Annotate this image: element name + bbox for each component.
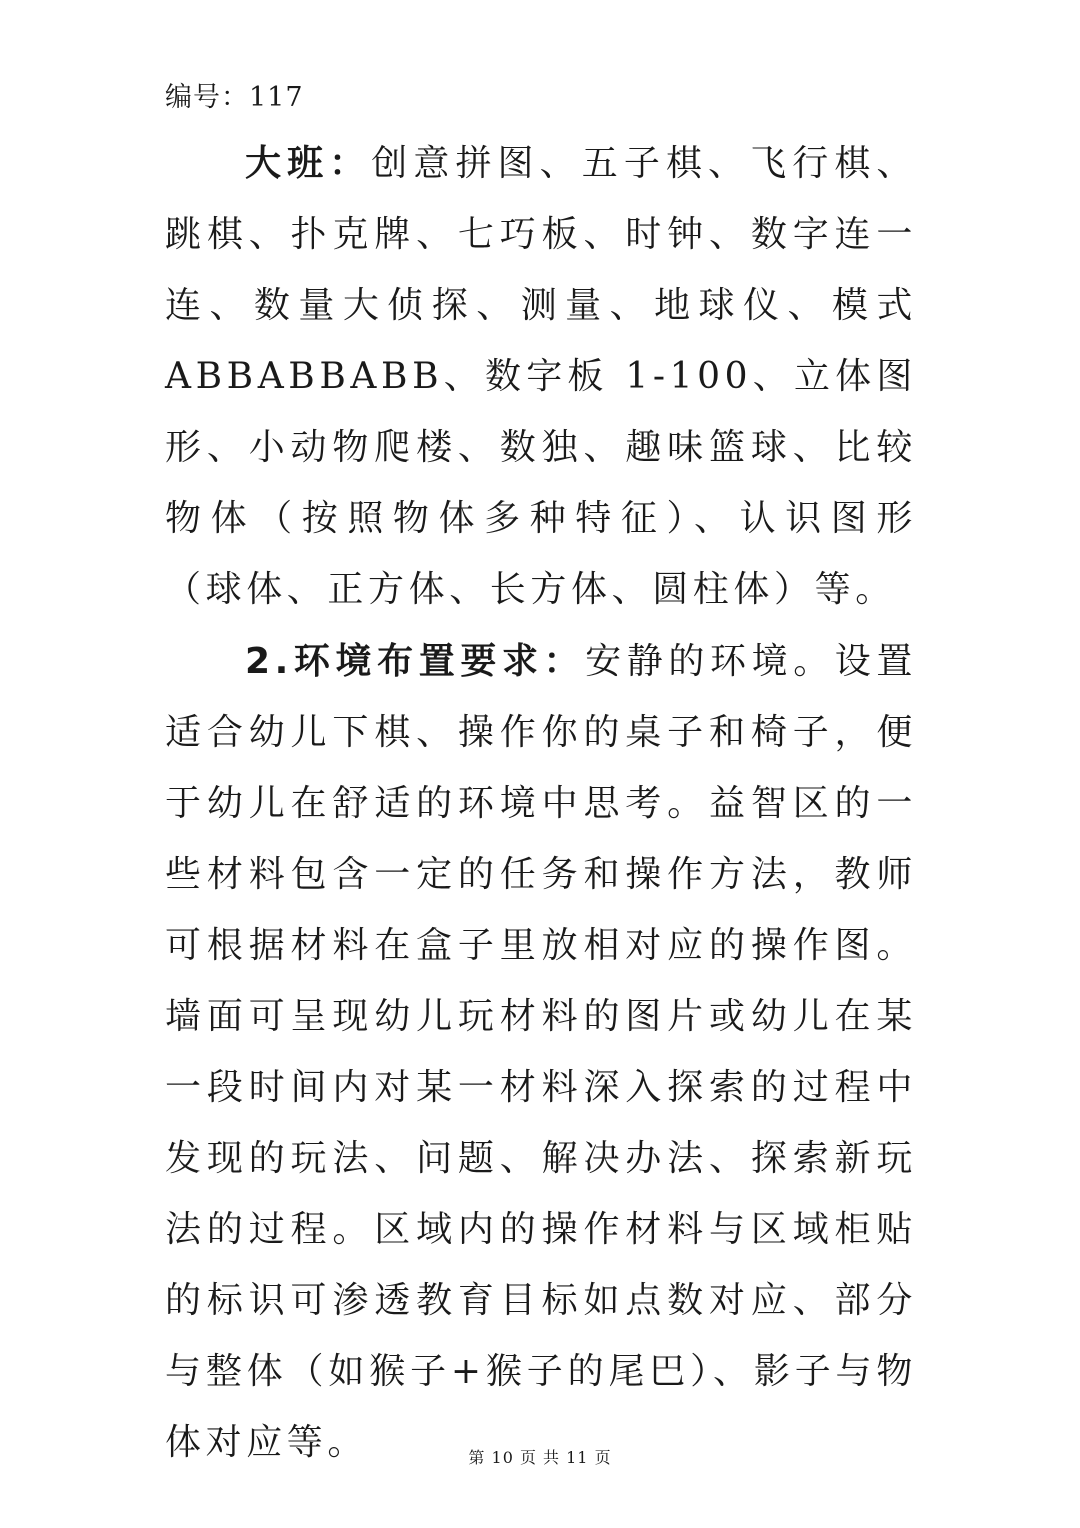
paragraph-body: 安静的环境。设置适合幼儿下棋、操作你的桌子和椅子，便于幼儿在舒适的环境中思考。益智区的一些材料包含一定的任务和操作方法，教师可根据材料在盒子里放相对应的操作图。墙面可呈现幼儿玩材料的图片或幼儿在某一段时间内对某一材料深入探索的过程中发现的玩法、问题、解决办法、探索新玩法的过程。区域内的操作材料与区域柜贴的标识可渗透教育目标如点数对应、部分与整体（如猴子+猴子的尾巴）、影子与物体对应等。 — [165, 641, 918, 1463]
document-number: 编号：117 — [165, 82, 304, 113]
paragraph-environment-requirements — [165, 626, 917, 1478]
paragraph-lead: 2.环境布置要求： — [245, 641, 586, 682]
paragraph-lead: 大班： — [245, 143, 372, 184]
paragraph-body: 创意拼图、五子棋、飞行棋、跳棋、扑克牌、七巧板、时钟、数字连一连、数量大侦探、测量、地球仪、模式 ABBABBABB、数字板 1-100、立体图形、小动物爬楼、数独、趣味篮球、比较物体（按照物体多种特征）、认识图形（球体、正方体、长方体、圆柱体）等。 — [165, 143, 917, 610]
page-footer: 第 10 页 共 11 页 — [468, 1448, 612, 1467]
paragraph-senior-class — [165, 128, 917, 625]
